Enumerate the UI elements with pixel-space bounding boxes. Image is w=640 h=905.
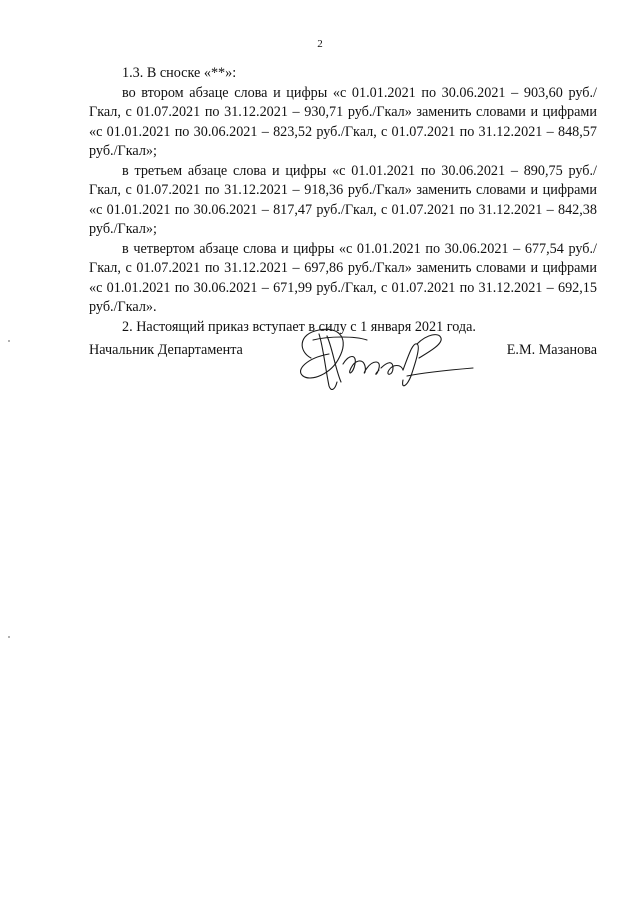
- paragraph-fourth: в четвертом абзаце слова и цифры «с 01.01.2021 по 30.06.2021 – 677,54 руб./Гкал, с 01.07.2021 по 31.12.2021 – 697,86 руб./Гкал» заменить словами и цифрами «с 01.01.2021 по 30.06.2021 – 671,99 руб./Гкал, с 01.07.2021 по 31.12.2021 – 692,15 руб./Гкал».: [89, 240, 597, 315]
- page-number: 2: [317, 38, 323, 50]
- document-body: [89, 64, 597, 337]
- signature-block: [89, 342, 597, 402]
- signatory-position: Начальник Департамента: [89, 342, 243, 358]
- paragraph-third: в третьем абзаце слова и цифры «с 01.01.2021 по 30.06.2021 – 890,75 руб./Гкал, с 01.07.2021 по 31.12.2021 – 918,36 руб./Гкал» заменить словами и цифрами «с 01.01.2021 по 30.06.2021 – 817,47 руб./Гкал, с 01.07.2021 по 31.12.2021 – 842,38 руб./Гкал»;: [89, 162, 597, 237]
- margin-mark: [8, 636, 10, 638]
- clause-2: 2. Настоящий приказ вступает в силу с 1 января 2021 года.: [122, 318, 476, 335]
- clause-1-3-heading: 1.3. В сноске «**»:: [122, 65, 237, 81]
- handwritten-signature: [289, 324, 479, 396]
- margin-mark: [8, 340, 10, 342]
- signatory-name: Е.М. Мазанова: [506, 342, 597, 358]
- paragraph-second: во втором абзаце слова и цифры «с 01.01.2021 по 30.06.2021 – 903,60 руб./Гкал, с 01.07.2021 по 31.12.2021 – 930,71 руб./Гкал» заменить словами и цифрами «с 01.01.2021 по 30.06.2021 – 823,52 руб./Гкал, с 01.07.2021 по 31.12.2021 – 848,57 руб./Гкал»;: [89, 84, 597, 159]
